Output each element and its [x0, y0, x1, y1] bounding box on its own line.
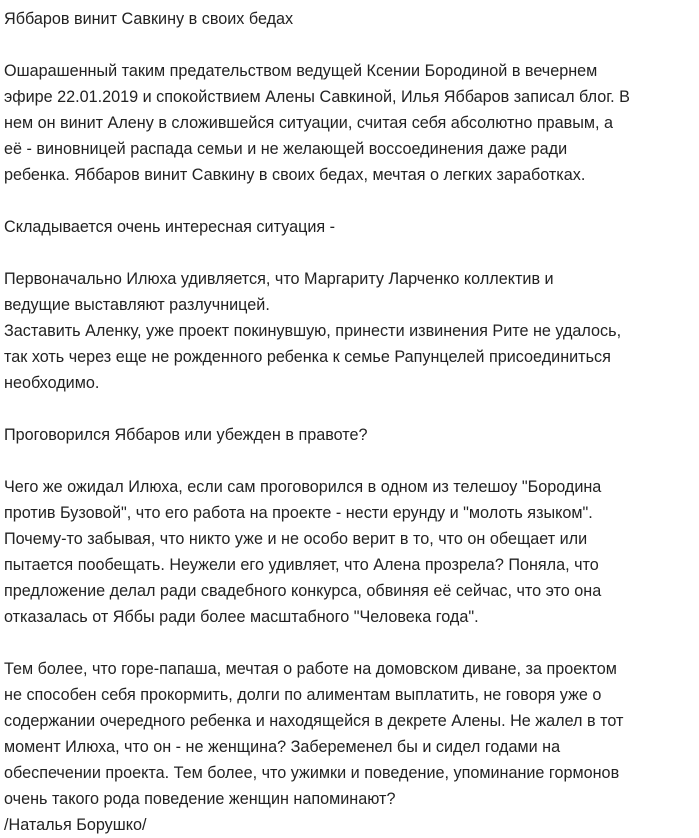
text-line: очень такого рода поведение женщин напоминают?	[4, 790, 396, 808]
paragraph-spacer	[4, 396, 699, 422]
paragraph-expectations	[4, 474, 699, 630]
text-line: ведущие выставляют разлучницей.	[4, 296, 270, 314]
text-line: обеспечении проекта. Тем более, что ужимки и поведение, упоминание гормонов	[4, 764, 620, 782]
text-line: Заставить Аленку, уже проект покинувшую, принести извинения Рите не удалось,	[4, 322, 622, 340]
text-line: ребенка. Яббаров винит Савкину в своих бедах, мечтая о легких заработках.	[4, 166, 586, 184]
text-line: Тем более, что горе-папаша, мечтая о работе на домовском диване, за проектом	[4, 660, 617, 678]
text-line: эфире 22.01.2019 и спокойствием Алены Савкиной, Илья Яббаров записал блог. В	[4, 88, 630, 106]
paragraph-spacer	[4, 32, 699, 58]
text-line: против Бузовой", что его работа на проекте - нести ерунду и "молоть языком".	[4, 504, 593, 522]
post-title: Яббаров винит Савкину в своих бедах	[4, 10, 294, 28]
paragraph-intro	[4, 58, 699, 188]
paragraph-question	[4, 422, 699, 448]
text-line: Первоначально Илюха удивляется, что Маргариту Ларченко коллектив и	[4, 270, 554, 288]
text-line: содержании очередного ребенка и находящейся в декрете Алены. Не жалел в тот	[4, 712, 624, 730]
text-line: Проговорился Яббаров или убежден в правоте?	[4, 426, 368, 444]
text-line: не способен себя прокормить, долги по алиментам выплатить, не говоря уже о	[4, 686, 602, 704]
paragraph-spacer	[4, 240, 699, 266]
text-line: Ошарашенный таким предательством ведущей Ксении Бородиной в вечернем	[4, 62, 598, 80]
paragraph-conclusion	[4, 656, 699, 812]
text-line: отказалась от Яббы ради более масштабного "Человека года".	[4, 608, 479, 626]
text-line: Чего же ожидал Илюха, если сам проговорился в одном из телешоу "Бородина	[4, 478, 602, 496]
text-line: Складывается очень интересная ситуация -	[4, 218, 336, 236]
paragraph-spacer	[4, 188, 699, 214]
text-line: пытается пообещать. Неужели его удивляет, что Алена прозрела? Поняла, что	[4, 556, 599, 574]
text-line: Почему-то забывая, что никто уже и не особо верит в то, что он обещает или	[4, 530, 588, 548]
paragraph-spacer	[4, 630, 699, 656]
text-line: необходимо.	[4, 374, 100, 392]
paragraph-spacer	[4, 448, 699, 474]
author-signature: /Наталья Борушко/	[4, 816, 147, 834]
text-line: нем он винит Алену в сложившейся ситуации, считая себя абсолютно правым, а	[4, 114, 614, 132]
text-line: предложение делал ради свадебного конкурса, обвиняя её сейчас, что это она	[4, 582, 602, 600]
text-line: момент Илюха, что он - не женщина? Забеременел бы и сидел годами на	[4, 738, 561, 756]
paragraph-situation	[4, 214, 699, 240]
text-line: её - виновницей распада семьи и не желающей воссоединения даже ради	[4, 140, 568, 158]
text-line: так хоть через еще не рожденного ребенка к семье Рапунцелей присоединиться	[4, 348, 611, 366]
paragraph-initially	[4, 266, 699, 396]
